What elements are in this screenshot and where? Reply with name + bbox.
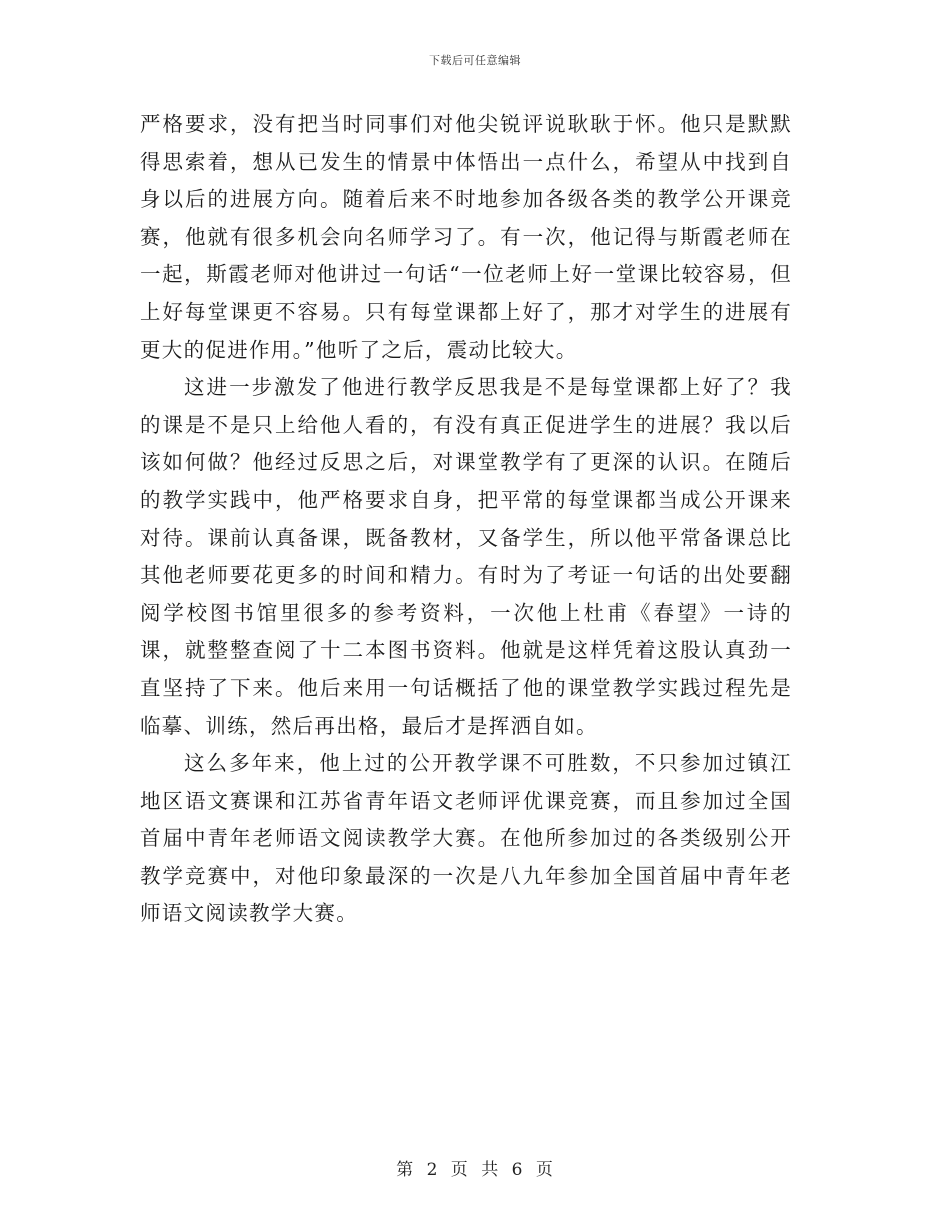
paragraph: 这么多年来，他上过的公开教学课不可胜数，不只参加过镇江地区语文赛课和江苏省青年语文老师评优课竞赛，而且参加过全国首届中青年老师语文阅读教学大赛。在他所参加过的各类级别公开教学竞赛中，对他印象最深的一次是八九年参加全国首届中青年老师语文阅读教学大赛。 — [140, 751, 792, 926]
page-number-footer: 第 2 页 共 6 页 — [396, 1160, 554, 1180]
paragraph: 这进一步激发了他进行教学反思我是不是每堂课都上好了？我的课是不是只上给他人看的，有没有真正促进学生的进展？我以后该如何做？他经过反思之后，对课堂教学有了更深的认识。在随后的教学实践中，他严格要求自身，把平常的每堂课都当成公开课来对待。课前认真备课，既备教材，又备学生，所以他平常备课总比其他老师要花更多的时间和精力。有时为了考证一句话的出处要翻阅学校图书馆里很多的参考资料，一次他上杜甫《春望》一诗的课，就整整查阅了十二本图书资料。他就是这样凭着这股认真劲一直坚持了下来。他后来用一句话概括了他的课堂教学实践过程先是临摹、训练，然后再出格，最后才是挥洒自如。 — [140, 375, 792, 738]
paragraph-continued: 严格要求，没有把当时同事们对他尖锐评说耿耿于怀。他只是默默得思索着，想从已发生的情景中体悟出一点什么，希望从中找到自身以后的进展方向。随着后来不时地参加各级各类的教学公开课竞赛，他就有很多机会向名师学习了。有一次，他记得与斯霞老师在一起，斯霞老师对他讲过一句话“一位老师上好一堂课比较容易，但上好每堂课更不容易。只有每堂课都上好了，那才对学生的进展有更大的促进作用。”他听了之后，震动比较大。 — [140, 112, 792, 362]
document-body — [140, 106, 792, 933]
page-header-note: 下载后可任意编辑 — [429, 54, 521, 67]
